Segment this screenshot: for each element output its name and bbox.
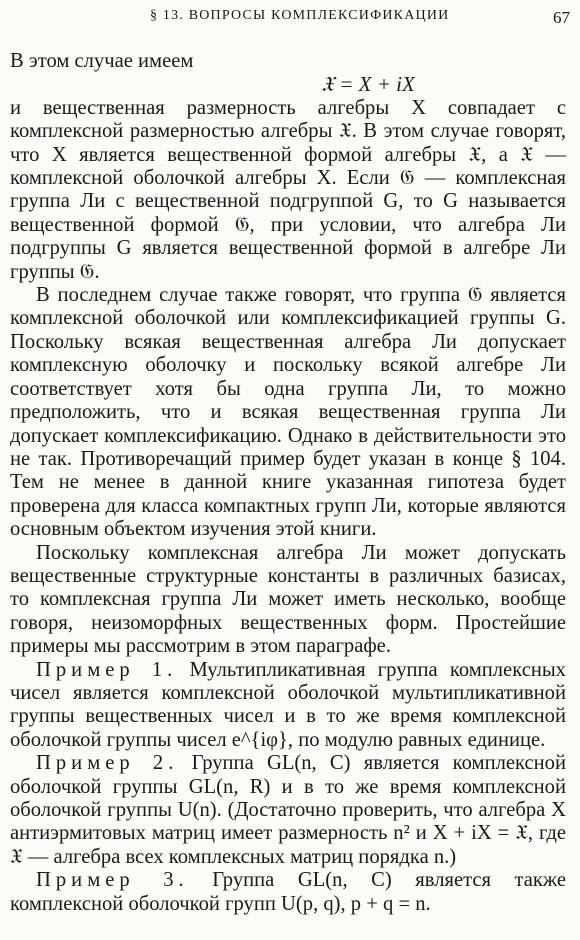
example-2-text: Группа GL(n, C) является комплексной оболочкой группы GL(n, R) и в то же время комплексной оболочкой группы U(n). (Достаточно проверить, что алгебра X антиэрмитовых матриц имеет размерность n² и X + iX = 𝔛, где 𝔛 — алгебра всех комплексных матриц порядка n.): [10, 752, 566, 868]
example-2: [10, 752, 566, 869]
running-title: § 13. ВОПРОСЫ КОМПЛЕКСИФИКАЦИИ: [150, 8, 450, 23]
example-3: [10, 869, 566, 916]
page-header: [0, 6, 580, 30]
example-1: [10, 659, 566, 753]
paragraph-intro: В этом случае имеем: [10, 50, 194, 72]
example-1-label: Пример 1.: [36, 658, 178, 681]
example-1-text: Мультипликативная группа комплексных чисел является комплексной оболочкой мультипликативной группы вещественных чисел и в то же время комплексной оболочкой группы чисел e^{iφ}, по модулю равных единице.: [10, 658, 566, 751]
page-number: 67: [553, 8, 570, 27]
paragraph-complexification: В последнем случае также говорят, что группа 𝔊 является комплексной оболочкой или комплексификацией группы G. Поскольку всякая вещественная алгебра Ли допускает комплексную оболочку и поскольку всякой алгебре Ли соответствует хотя бы одна группа Ли, то можно предположить, что и всякая вещественная группа Ли допускает комплексификацию. Однако в действительности это не так. Противоречащий пример будет указан в конце § 104. Тем не менее в данной книге указанная гипотеза будет проверена для класса компактных групп Ли, которые являются основным объектом изучения этой книги.: [10, 284, 566, 541]
paragraph-real-forms: Поскольку комплексная алгебра Ли может допускать вещественные структурные константы в различных базисах, то комплексная группа Ли может иметь несколько, вообще говоря, неизоморфных вещественных форм. Простейшие примеры мы рассмотрим в этом параграфе.: [10, 541, 566, 658]
page-body: [10, 50, 566, 916]
example-2-label: Пример 2.: [36, 752, 179, 775]
paragraph-real-form: и вещественная размерность алгебры X совпадает с комплексной размерностью алгебры 𝔛. В этом случае говорят, что X является вещественной формой алгебры 𝔛, а 𝔛 — комплексной оболочкой алгебры X. Если 𝔊 — комплексная группа Ли с вещественной подгруппой G, то G называется вещественной формой 𝔊, при условии, что алгебра Ли подгруппы G является вещественной формой в алгебре Ли группы 𝔊.: [10, 96, 566, 283]
formula-complexification: 𝔛 = X + iX: [321, 72, 415, 97]
example-3-label: Пример 3.: [36, 869, 189, 892]
example-3-text: Группа GL(n, C) является также комплексной оболочкой групп U(p, q), p + q = n.: [10, 869, 566, 915]
